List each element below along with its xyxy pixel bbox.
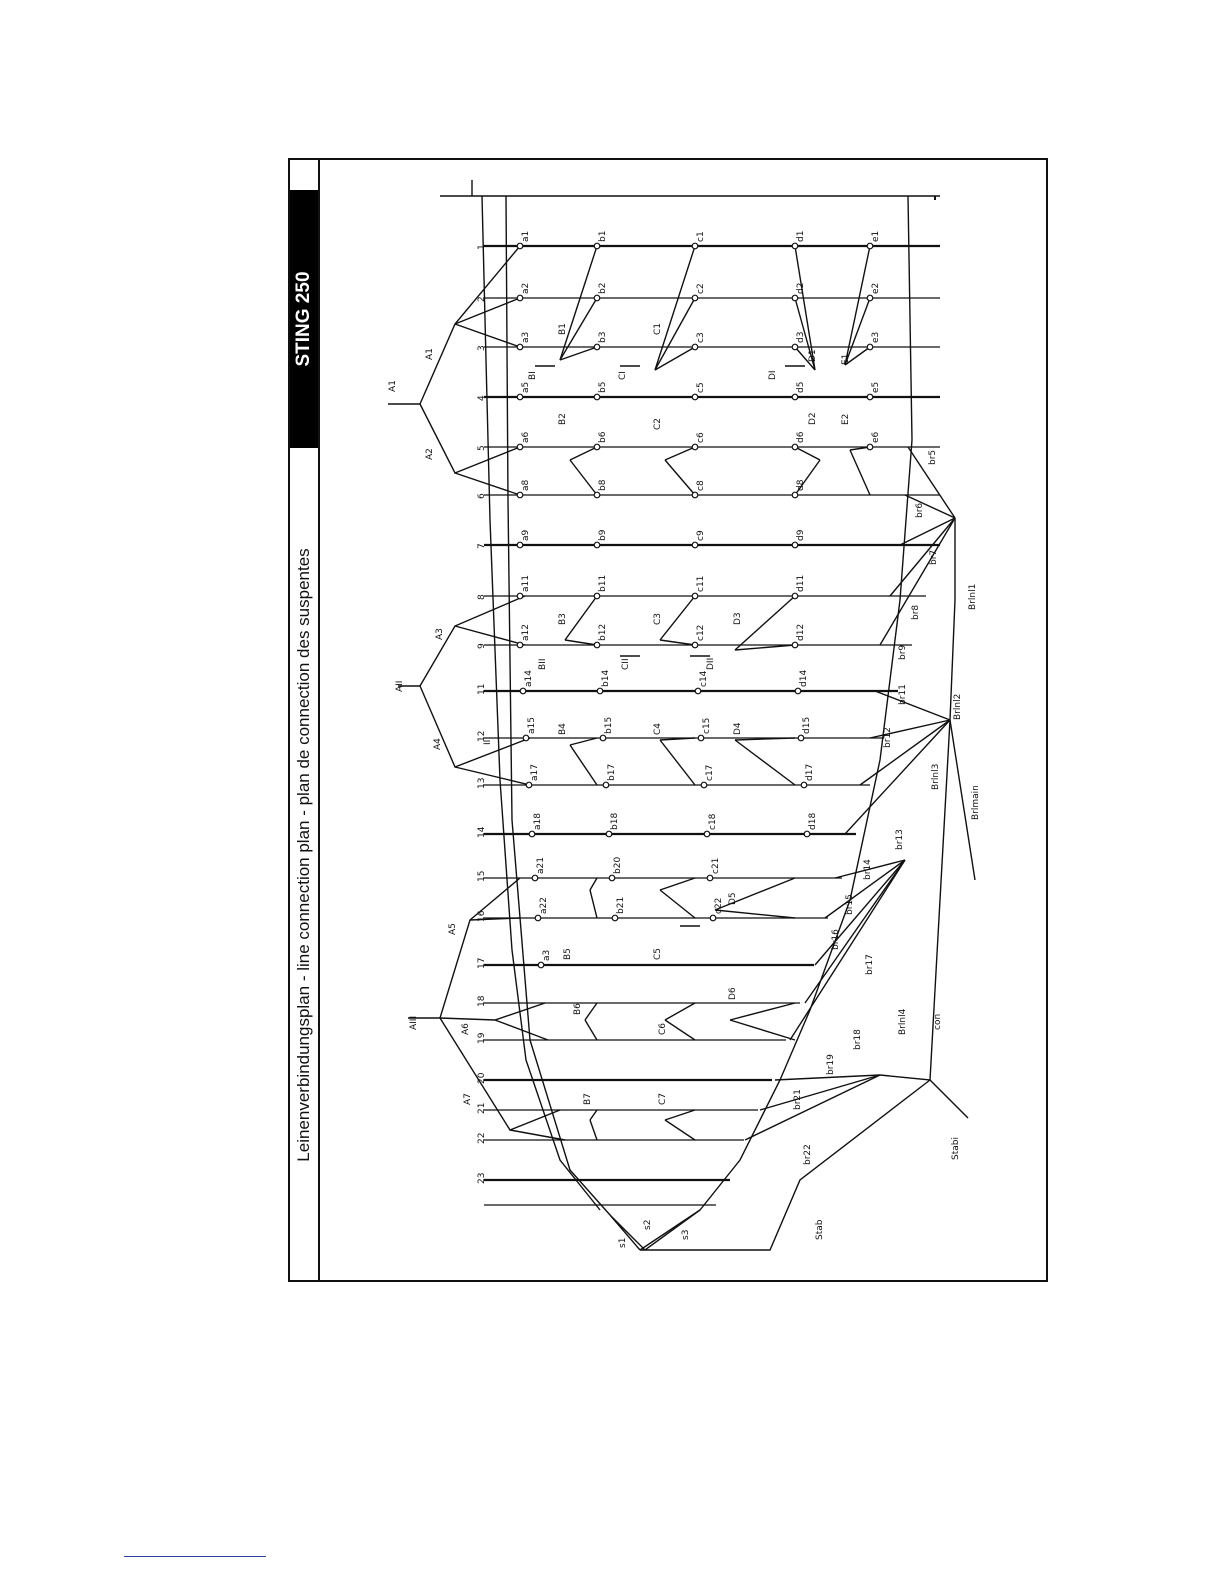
attachment-node bbox=[792, 394, 798, 400]
attachment-node bbox=[526, 782, 532, 788]
cascade-line bbox=[715, 878, 795, 910]
attachment-node bbox=[523, 735, 529, 741]
cascade-label: B6 bbox=[573, 1003, 583, 1015]
cell-number: 20 bbox=[477, 1072, 487, 1084]
cascade-a1 bbox=[455, 324, 520, 347]
brake-label: br9 bbox=[898, 644, 908, 660]
riser-label: A3 bbox=[435, 628, 445, 640]
attachment-node bbox=[692, 295, 698, 301]
attachment-label: b20 bbox=[613, 856, 623, 874]
attachment-node bbox=[594, 492, 600, 498]
cascade-line bbox=[565, 640, 597, 645]
attachment-label: b9 bbox=[598, 529, 608, 541]
cascade-label: B3 bbox=[558, 613, 568, 625]
attachment-label: d3 bbox=[796, 331, 806, 343]
attachment-label: a1 bbox=[521, 230, 531, 242]
brake-label: Brlnl3 bbox=[931, 763, 941, 790]
cascade-label: BII bbox=[538, 658, 548, 670]
attachment-node bbox=[798, 735, 804, 741]
attachment-node bbox=[517, 344, 523, 350]
attachment-label: a21 bbox=[536, 857, 546, 874]
riser-label: A6 bbox=[461, 1023, 471, 1035]
cascade-line bbox=[560, 246, 597, 360]
attachment-node bbox=[594, 295, 600, 301]
attachment-nodes bbox=[517, 243, 873, 968]
attachment-label: d2 bbox=[796, 282, 806, 294]
attachment-label: d12 bbox=[796, 623, 806, 641]
attachment-node bbox=[594, 394, 600, 400]
attachment-node bbox=[792, 243, 798, 249]
attachment-label: e1 bbox=[871, 230, 881, 242]
attachment-node bbox=[792, 344, 798, 350]
brake-label: Brlmain bbox=[971, 785, 981, 820]
stab-label: s3 bbox=[681, 1229, 691, 1240]
cascade-label: C6 bbox=[658, 1022, 668, 1035]
cascade-line bbox=[590, 1120, 597, 1140]
trailing-edge bbox=[640, 196, 912, 1250]
cascade-line bbox=[590, 878, 597, 890]
cascade-line bbox=[570, 745, 597, 785]
leading-edge bbox=[482, 196, 600, 1210]
attachment-node bbox=[535, 915, 541, 921]
attachment-node bbox=[792, 295, 798, 301]
attachment-node bbox=[867, 344, 873, 350]
attachment-node bbox=[867, 243, 873, 249]
attachment-label: d9 bbox=[796, 529, 806, 541]
attachment-label: c17 bbox=[705, 764, 715, 781]
attachment-node bbox=[517, 394, 523, 400]
cascade-label: C7 bbox=[658, 1092, 668, 1105]
cascade-label: D3 bbox=[733, 612, 743, 625]
riser-label: AIII bbox=[409, 1015, 419, 1030]
cascade-a2 bbox=[455, 473, 520, 495]
cell-number: 8 bbox=[477, 594, 487, 600]
cascade-line bbox=[735, 740, 795, 785]
stab-label: s1 bbox=[618, 1237, 628, 1248]
attachment-label: a8 bbox=[521, 479, 531, 491]
cascade-line bbox=[570, 460, 597, 495]
cascade-line bbox=[660, 740, 695, 785]
cell-number: 2 bbox=[477, 296, 487, 302]
cascade-a1 bbox=[455, 298, 520, 324]
brake-label: br7 bbox=[929, 549, 939, 565]
attachment-node bbox=[594, 642, 600, 648]
attachment-node bbox=[594, 243, 600, 249]
cascade-line bbox=[795, 447, 820, 460]
attachment-node bbox=[692, 492, 698, 498]
cascade-line bbox=[665, 1020, 695, 1040]
cascade-label: D2 bbox=[808, 412, 818, 425]
stab-label: Stab bbox=[815, 1219, 825, 1240]
attachment-label: b21 bbox=[616, 896, 626, 914]
cell-number: 12 bbox=[477, 730, 487, 742]
cell-number: 13 bbox=[477, 777, 487, 789]
attachment-node bbox=[792, 492, 798, 498]
attachment-label: d18 bbox=[808, 812, 818, 830]
attachment-node bbox=[695, 688, 701, 694]
cascade-label: B1 bbox=[558, 323, 568, 335]
cell-number: 3 bbox=[477, 345, 487, 351]
brake-label: br22 bbox=[803, 1144, 813, 1165]
attachment-label: b3 bbox=[598, 331, 608, 343]
cascade-label: B4 bbox=[558, 723, 568, 735]
attachment-node bbox=[692, 542, 698, 548]
attachment-label: e3 bbox=[871, 331, 881, 343]
cascade-a6 bbox=[440, 1003, 545, 1020]
cascade-label: DI bbox=[768, 370, 778, 380]
attachment-label: d6 bbox=[796, 431, 806, 443]
cascade-line bbox=[590, 890, 597, 918]
attachment-label: c18 bbox=[708, 813, 718, 830]
cascade-label: C4 bbox=[653, 722, 663, 735]
cascade-label: D6 bbox=[728, 987, 738, 1000]
cascade-line bbox=[735, 645, 795, 650]
brake-line bbox=[745, 1075, 880, 1140]
attachment-label: c1 bbox=[696, 231, 706, 242]
line-paths bbox=[388, 180, 975, 1250]
attachment-label: b11 bbox=[598, 574, 608, 592]
page-subtitle: Leinenverbindungsplan - line connection plan - plan de connection des suspentes bbox=[294, 548, 313, 1162]
riser-label: A7 bbox=[463, 1093, 473, 1105]
attachment-label: c6 bbox=[696, 432, 706, 443]
cascade-label: B7 bbox=[583, 1093, 593, 1105]
cell-number: 16 bbox=[477, 910, 487, 922]
attachment-node bbox=[792, 444, 798, 450]
cascade-a2 bbox=[420, 404, 520, 473]
cascade-label: B2 bbox=[558, 413, 568, 425]
cascade-line bbox=[585, 1020, 597, 1040]
attachment-node bbox=[594, 344, 600, 350]
attachment-label: a3 bbox=[521, 331, 531, 343]
cell-number: 17 bbox=[477, 957, 487, 969]
attachment-label: a12 bbox=[521, 624, 531, 641]
attachment-node bbox=[692, 593, 698, 599]
riser-label: A1 bbox=[425, 348, 435, 360]
cascade-label: C5 bbox=[653, 947, 663, 960]
attachment-node bbox=[520, 688, 526, 694]
brake-label: Brlnl4 bbox=[898, 1008, 908, 1035]
cascade-line bbox=[665, 1120, 695, 1140]
attachment-label: a11 bbox=[521, 575, 531, 592]
attachment-label: c3 bbox=[696, 332, 706, 343]
attachment-node bbox=[538, 962, 544, 968]
attachment-label: b14 bbox=[601, 669, 611, 687]
cell-number: 5 bbox=[477, 445, 487, 451]
cascade-line bbox=[730, 1020, 795, 1040]
attachment-label: b2 bbox=[598, 282, 608, 294]
cascade-label: E2 bbox=[841, 413, 851, 425]
cascade-label: E1 bbox=[841, 353, 851, 365]
attachment-node bbox=[692, 344, 698, 350]
attachment-label: d5 bbox=[796, 381, 806, 393]
attachment-label: a17 bbox=[530, 764, 540, 781]
attachment-node bbox=[801, 782, 807, 788]
brake-label: br15 bbox=[845, 894, 855, 915]
cascade-line bbox=[665, 1110, 695, 1120]
attachment-label: a3 bbox=[542, 949, 552, 961]
attachment-label: e2 bbox=[871, 282, 881, 294]
attachment-node bbox=[517, 642, 523, 648]
cascade-line bbox=[660, 640, 695, 645]
attachment-label: a18 bbox=[533, 813, 543, 830]
cascade-line bbox=[735, 596, 795, 650]
brake-label: br18 bbox=[853, 1029, 863, 1050]
attachment-node bbox=[517, 243, 523, 249]
attachment-node bbox=[606, 831, 612, 837]
attachment-node bbox=[692, 642, 698, 648]
cell-number: 7 bbox=[477, 543, 487, 549]
attachment-label: d15 bbox=[802, 716, 812, 734]
cascade-a4 bbox=[420, 683, 530, 767]
attachment-node bbox=[594, 593, 600, 599]
cell-number: 15 bbox=[477, 870, 487, 882]
attachment-label: e5 bbox=[871, 381, 881, 393]
attachment-node bbox=[517, 542, 523, 548]
cell-number: 6 bbox=[477, 493, 487, 499]
attachment-label: b18 bbox=[610, 812, 620, 830]
cascade-label: D5 bbox=[728, 892, 738, 905]
cascade-a1 bbox=[420, 246, 520, 404]
cascade-line bbox=[665, 1003, 695, 1020]
cascade-label: CII bbox=[621, 658, 631, 670]
attachment-node bbox=[704, 831, 710, 837]
attachment-label: b6 bbox=[598, 431, 608, 443]
attachment-label: a5 bbox=[521, 381, 531, 393]
attachment-node bbox=[517, 295, 523, 301]
attachment-label: c15 bbox=[702, 717, 712, 734]
attachment-node bbox=[867, 394, 873, 400]
cascade-label: BI bbox=[528, 371, 538, 380]
riser-label: AII bbox=[395, 680, 405, 692]
attachment-label: b1 bbox=[598, 230, 608, 242]
cascade-line bbox=[660, 878, 695, 890]
attachment-node bbox=[612, 915, 618, 921]
attachment-node bbox=[603, 782, 609, 788]
attachment-node bbox=[532, 875, 538, 881]
cell-number: 21 bbox=[477, 1102, 487, 1114]
attachment-node bbox=[517, 492, 523, 498]
cascade-label: C2 bbox=[653, 417, 663, 430]
attachment-node bbox=[792, 542, 798, 548]
attachment-node bbox=[698, 735, 704, 741]
attachment-node bbox=[792, 642, 798, 648]
attachment-label: a6 bbox=[521, 431, 531, 443]
attachment-label: c21 bbox=[711, 857, 721, 874]
cascade-line bbox=[565, 596, 597, 640]
riser-label: A4 bbox=[433, 738, 443, 750]
attachment-node bbox=[609, 875, 615, 881]
cascade-line bbox=[590, 1110, 597, 1120]
attachment-label: e6 bbox=[871, 431, 881, 443]
attachment-label: a14 bbox=[524, 670, 534, 687]
attachment-label: a15 bbox=[527, 717, 537, 734]
attachment-label: c12 bbox=[696, 624, 706, 641]
attachment-node bbox=[692, 243, 698, 249]
attachment-node bbox=[867, 444, 873, 450]
attachment-node bbox=[594, 542, 600, 548]
cell-number: 22 bbox=[477, 1132, 487, 1144]
attachment-label: c22 bbox=[714, 897, 724, 914]
cascade-line bbox=[560, 347, 597, 360]
cascade-label: C3 bbox=[653, 612, 663, 625]
brake-label: br21 bbox=[793, 1089, 803, 1110]
stab-label: Stabi bbox=[951, 1137, 961, 1160]
attachment-label: a2 bbox=[521, 282, 531, 294]
cascade-line bbox=[850, 450, 870, 495]
brake-label: br19 bbox=[826, 1054, 836, 1075]
cascade-line bbox=[665, 447, 695, 460]
cell-number: 18 bbox=[477, 995, 487, 1007]
cell-number: 23 bbox=[477, 1172, 487, 1184]
attachment-label: d11 bbox=[796, 574, 806, 592]
page-title: STING 250 bbox=[293, 271, 314, 367]
brake-line bbox=[815, 860, 905, 965]
attachment-node bbox=[804, 831, 810, 837]
cascade-label: B5 bbox=[563, 948, 573, 960]
cascade-a3 bbox=[455, 626, 525, 645]
cascade-label: C1 bbox=[653, 322, 663, 335]
attachment-node bbox=[529, 831, 535, 837]
cascade-label: D4 bbox=[733, 722, 743, 735]
brake-label: con bbox=[933, 1013, 943, 1030]
brake-label: br8 bbox=[911, 604, 921, 620]
cascade-line bbox=[570, 447, 597, 460]
cascade-line bbox=[730, 1003, 795, 1020]
cascade-a4 bbox=[455, 767, 530, 785]
attachment-label: b17 bbox=[607, 763, 617, 781]
brake-main bbox=[950, 518, 955, 720]
attachment-node bbox=[701, 782, 707, 788]
attachment-label: b8 bbox=[598, 479, 608, 491]
attachment-label: b5 bbox=[598, 381, 608, 393]
attachment-label: d14 bbox=[799, 669, 809, 687]
attachment-label: c5 bbox=[696, 382, 706, 393]
brake-label: Brlnl2 bbox=[953, 693, 963, 720]
attachment-node bbox=[795, 688, 801, 694]
attachment-label: d8 bbox=[796, 479, 806, 491]
attachment-node bbox=[792, 593, 798, 599]
attachment-node bbox=[517, 444, 523, 450]
riser-label: A2 bbox=[425, 448, 435, 460]
cascade-label: D1 bbox=[808, 349, 818, 362]
attachment-label: c9 bbox=[696, 530, 706, 541]
attachment-node bbox=[594, 444, 600, 450]
riser-label: A1 bbox=[388, 380, 398, 392]
cascade-label: DII bbox=[706, 657, 716, 670]
cascade-line bbox=[585, 1003, 597, 1020]
riser-label: A5 bbox=[448, 923, 458, 935]
cascade-line bbox=[660, 596, 695, 640]
brake-label: br6 bbox=[915, 502, 925, 518]
brake-label: br16 bbox=[831, 929, 841, 950]
attachment-node bbox=[692, 444, 698, 450]
cell-number: 14 bbox=[477, 826, 487, 838]
cascade-line bbox=[715, 910, 795, 918]
attachment-label: c11 bbox=[696, 575, 706, 592]
footer-rule bbox=[124, 1556, 266, 1557]
attachment-label: a9 bbox=[521, 529, 531, 541]
attachment-label: c2 bbox=[696, 283, 706, 294]
cell-number: 4 bbox=[477, 395, 487, 401]
brake-line bbox=[890, 518, 955, 596]
cascade-a7 bbox=[510, 1130, 565, 1140]
stab-line bbox=[640, 1080, 930, 1250]
brake-label: br13 bbox=[895, 829, 905, 850]
brake-line bbox=[790, 860, 905, 1040]
brake-label: br17 bbox=[865, 954, 875, 975]
attachment-node bbox=[710, 915, 716, 921]
brake-label: Brlnl1 bbox=[968, 583, 978, 610]
attachment-label: d17 bbox=[805, 763, 815, 781]
attachment-node bbox=[692, 394, 698, 400]
attachment-node bbox=[867, 295, 873, 301]
cell-number: 1 bbox=[477, 244, 487, 250]
cell-number: 9 bbox=[477, 643, 487, 649]
brake-label: br5 bbox=[928, 449, 938, 465]
attachment-node bbox=[600, 735, 606, 741]
brake-line bbox=[805, 860, 905, 1003]
cell-number: 11 bbox=[477, 683, 487, 695]
brake-main bbox=[930, 1080, 968, 1118]
attachment-label: d1 bbox=[796, 230, 806, 242]
attachment-label: c14 bbox=[699, 670, 709, 687]
attachment-node bbox=[707, 875, 713, 881]
cascade-a7 bbox=[440, 1018, 560, 1130]
cascade-line bbox=[570, 738, 597, 745]
attachment-label: b15 bbox=[604, 716, 614, 734]
cascade-line bbox=[665, 460, 695, 495]
brake-label: br11 bbox=[898, 684, 908, 705]
riser-label: II bbox=[483, 739, 493, 745]
attachment-node bbox=[517, 593, 523, 599]
stab-label: s2 bbox=[643, 1219, 653, 1230]
cascade-label: CI bbox=[618, 371, 628, 380]
brake-label: br14 bbox=[863, 859, 873, 880]
brake-label: br12 bbox=[883, 727, 893, 748]
cell-number: 19 bbox=[477, 1032, 487, 1044]
attachment-label: b12 bbox=[598, 623, 608, 641]
attachment-label: c8 bbox=[696, 480, 706, 491]
attachment-label: a22 bbox=[539, 897, 549, 914]
attachment-node bbox=[597, 688, 603, 694]
cascade-line bbox=[660, 890, 695, 918]
